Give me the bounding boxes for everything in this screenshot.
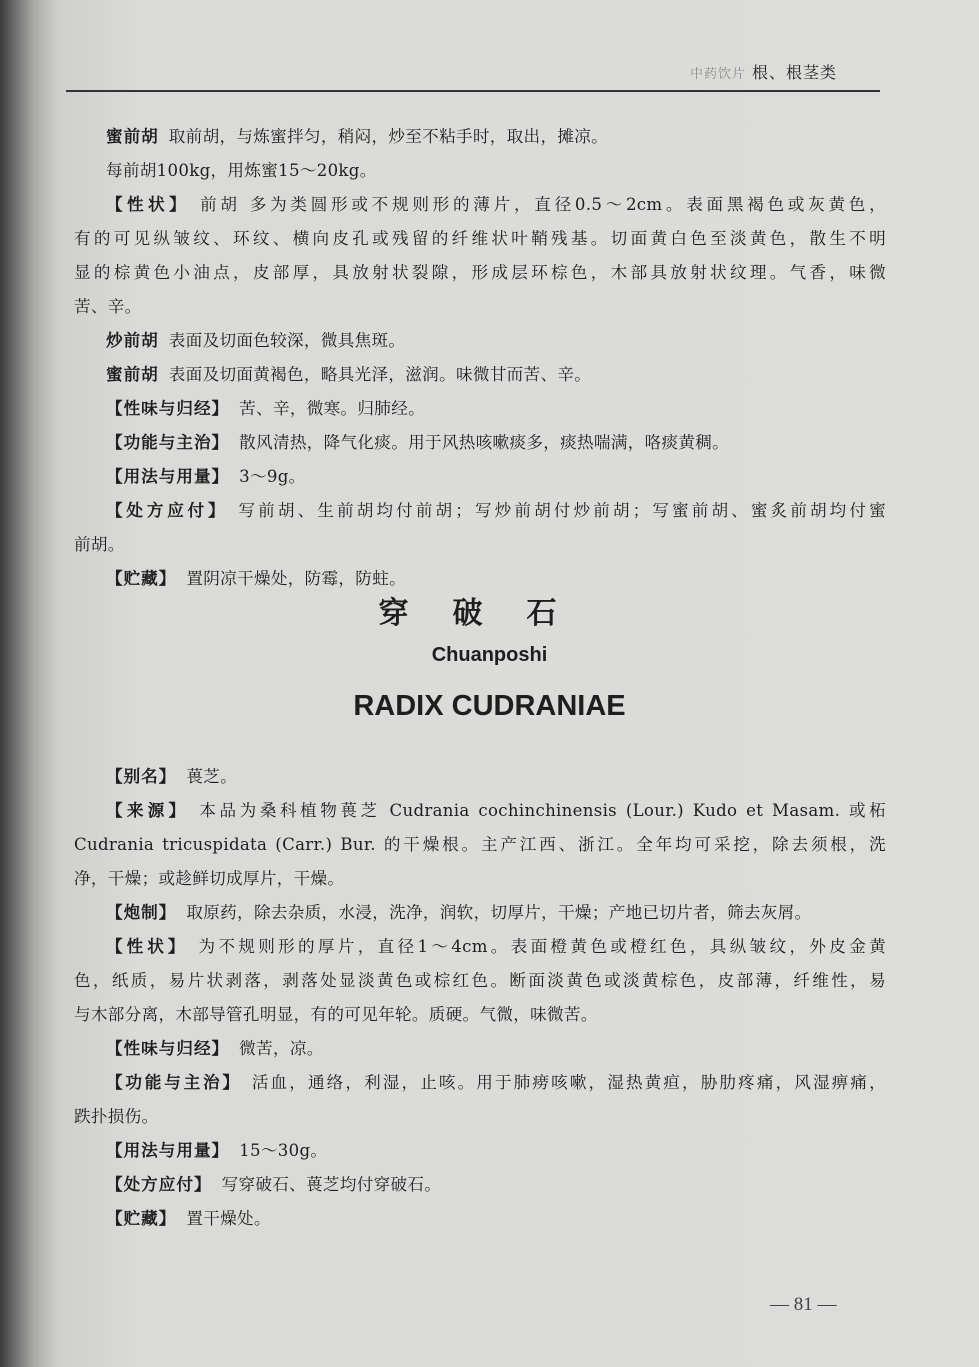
line-xingzhuang-1: 【性状】 为不规则形的厚片，直径1～4cm。表面橙黄色或橙红色，具纵皱纹，外皮金黄 — [106, 937, 886, 956]
line-laiyuan-1: 【来源】 本品为桑科植物葨芝 Cudrania cochinchinensis (Lour.) Kudo et Masam. 或柘 — [106, 801, 886, 820]
line-zhucang: 【贮藏】 置干燥处。 — [106, 1209, 271, 1228]
line-paozhi: 【炮制】 取原药，除去杂质，水浸，洗净，润软，切厚片，干燥；产地已切片者，筛去灰屑。 — [106, 903, 812, 922]
line-gongneng-2: 跌扑损伤。 — [74, 1107, 159, 1126]
page-number: — 81 — — [770, 1294, 837, 1315]
line-chaoqianhu: 炒前胡 表面及切面色较深，微具焦斑。 — [106, 331, 406, 350]
entry-title-latin: RADIX CUDRANIAE — [353, 690, 626, 722]
entry-title-pinyin: Chuanposhi — [431, 644, 548, 666]
line-yongfa: 【用法与用量】 3～9g。 — [106, 467, 306, 486]
line-xingzhuang-4: 苦、辛。 — [74, 297, 142, 316]
line-xingwei: 【性味与归经】 苦、辛，微寒。归肺经。 — [106, 399, 425, 418]
line-xingwei: 【性味与归经】 微苦，凉。 — [106, 1039, 324, 1058]
entry-title-chinese: 穿破石 — [378, 596, 601, 631]
line-bieming: 【别名】 葨芝。 — [106, 767, 238, 786]
line-laiyuan-2: Cudrania tricuspidata (Carr.) Bur. 的干燥根。主产江西、浙江。全年均可采挖，除去须根，洗 — [74, 835, 886, 854]
header-faded: 中药饮片 — [690, 67, 747, 82]
line-xingzhuang-2: 有的可见纵皱纹、环纹、横向皮孔或残留的纤维状叶鞘残基。切面黄白色至淡黄色，散生不明 — [74, 229, 886, 248]
line-miqianhu: 蜜前胡 表面及切面黄褐色，略具光泽，滋润。味微甘而苦、辛。 — [106, 365, 592, 384]
line-xingzhuang-3: 显的棕黄色小油点，皮部厚，具放射状裂隙，形成层环棕色，木部具放射状纹理。气香，味微 — [74, 263, 886, 282]
line-dosage-honey: 每前胡100kg，用炼蜜15～20kg。 — [106, 161, 377, 180]
line-gongneng: 【功能与主治】 散风清热，降气化痰。用于风热咳嗽痰多，痰热喘满，咯痰黄稠。 — [106, 433, 730, 452]
line-xingzhuang-1: 【性状】 前胡 多为类圆形或不规则形的薄片，直径0.5～2cm。表面黑褐色或灰黄色， — [106, 195, 886, 214]
line-xingzhuang-3: 与木部分离，木部导管孔明显，有的可见年轮。质硬。气微，味微苦。 — [74, 1005, 598, 1024]
line-chufang-1: 【处方应付】 写前胡、生前胡均付前胡；写炒前胡付炒前胡；写蜜前胡、蜜炙前胡均付蜜 — [106, 501, 886, 520]
line-laiyuan-3: 净，干燥；或趁鲜切成厚片，干燥。 — [74, 869, 345, 888]
line-xingzhuang-2: 色，纸质，易片状剥落，剥落处显淡黄色或棕红色。断面淡黄色或淡黄棕色，皮部薄，纤维性，易 — [74, 971, 886, 990]
line-chufang-2: 前胡。 — [74, 535, 125, 554]
line-mifengqianhu: 蜜前胡 取前胡，与炼蜜拌匀，稍闷，炒至不粘手时，取出，摊凉。 — [106, 127, 609, 146]
header-rule — [66, 90, 880, 92]
line-chufang: 【处方应付】 写穿破石、葨芝均付穿破石。 — [106, 1175, 442, 1194]
running-header — [690, 60, 890, 84]
line-zhucang: 【贮藏】 置阴凉干燥处，防霉，防蛀。 — [106, 569, 406, 588]
header-section: 根、根茎类 — [752, 63, 838, 82]
line-gongneng-1: 【功能与主治】 活血，通络，利湿，止咳。用于肺痨咳嗽，湿热黄疸，胁肋疼痛，风湿痹痛， — [106, 1073, 887, 1092]
line-yongfa: 【用法与用量】 15～30g。 — [106, 1141, 328, 1160]
book-gutter — [0, 0, 58, 1367]
